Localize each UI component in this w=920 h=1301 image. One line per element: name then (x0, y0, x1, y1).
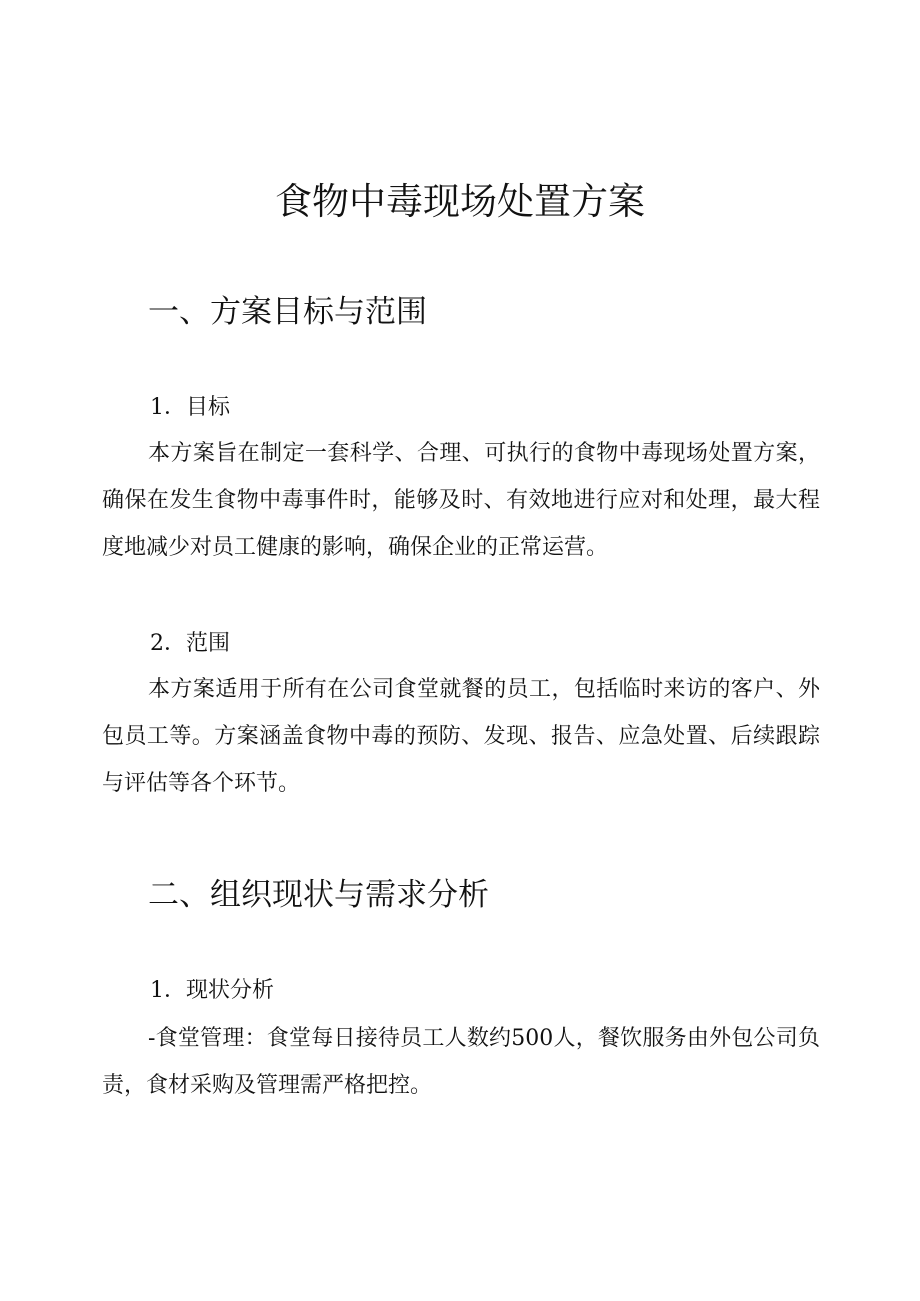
paragraph-goal: 本方案旨在制定一套科学、合理、可执行的食物中毒现场处置方案，确保在发生食物中毒事件时，能够及时、有效地进行应对和处理，最大程度地减少对员工健康的影响，确保企业的正常运营。 (102, 441, 820, 560)
subsection-heading-status: 1．现状分析 (150, 978, 274, 1003)
subsection-heading-scope: 2．范围 (150, 631, 230, 656)
paragraph-scope: 本方案适用于所有在公司食堂就餐的员工，包括临时来访的客户、外包员工等。方案涵盖食物中毒的预防、发现、报告、应急处置、后续跟踪与评估等各个环节。 (102, 677, 820, 796)
section-heading-1: 一、方案目标与范围 (148, 294, 427, 330)
paragraph-status: -食堂管理：食堂每日接待员工人数约500人，餐饮服务由外包公司负责，食材采购及管理需严格把控。 (102, 1026, 820, 1098)
section-heading-2: 二、组织现状与需求分析 (148, 877, 489, 913)
document-title: 食物中毒现场处置方案 (275, 180, 645, 223)
subsection-heading-goal: 1．目标 (150, 395, 230, 420)
